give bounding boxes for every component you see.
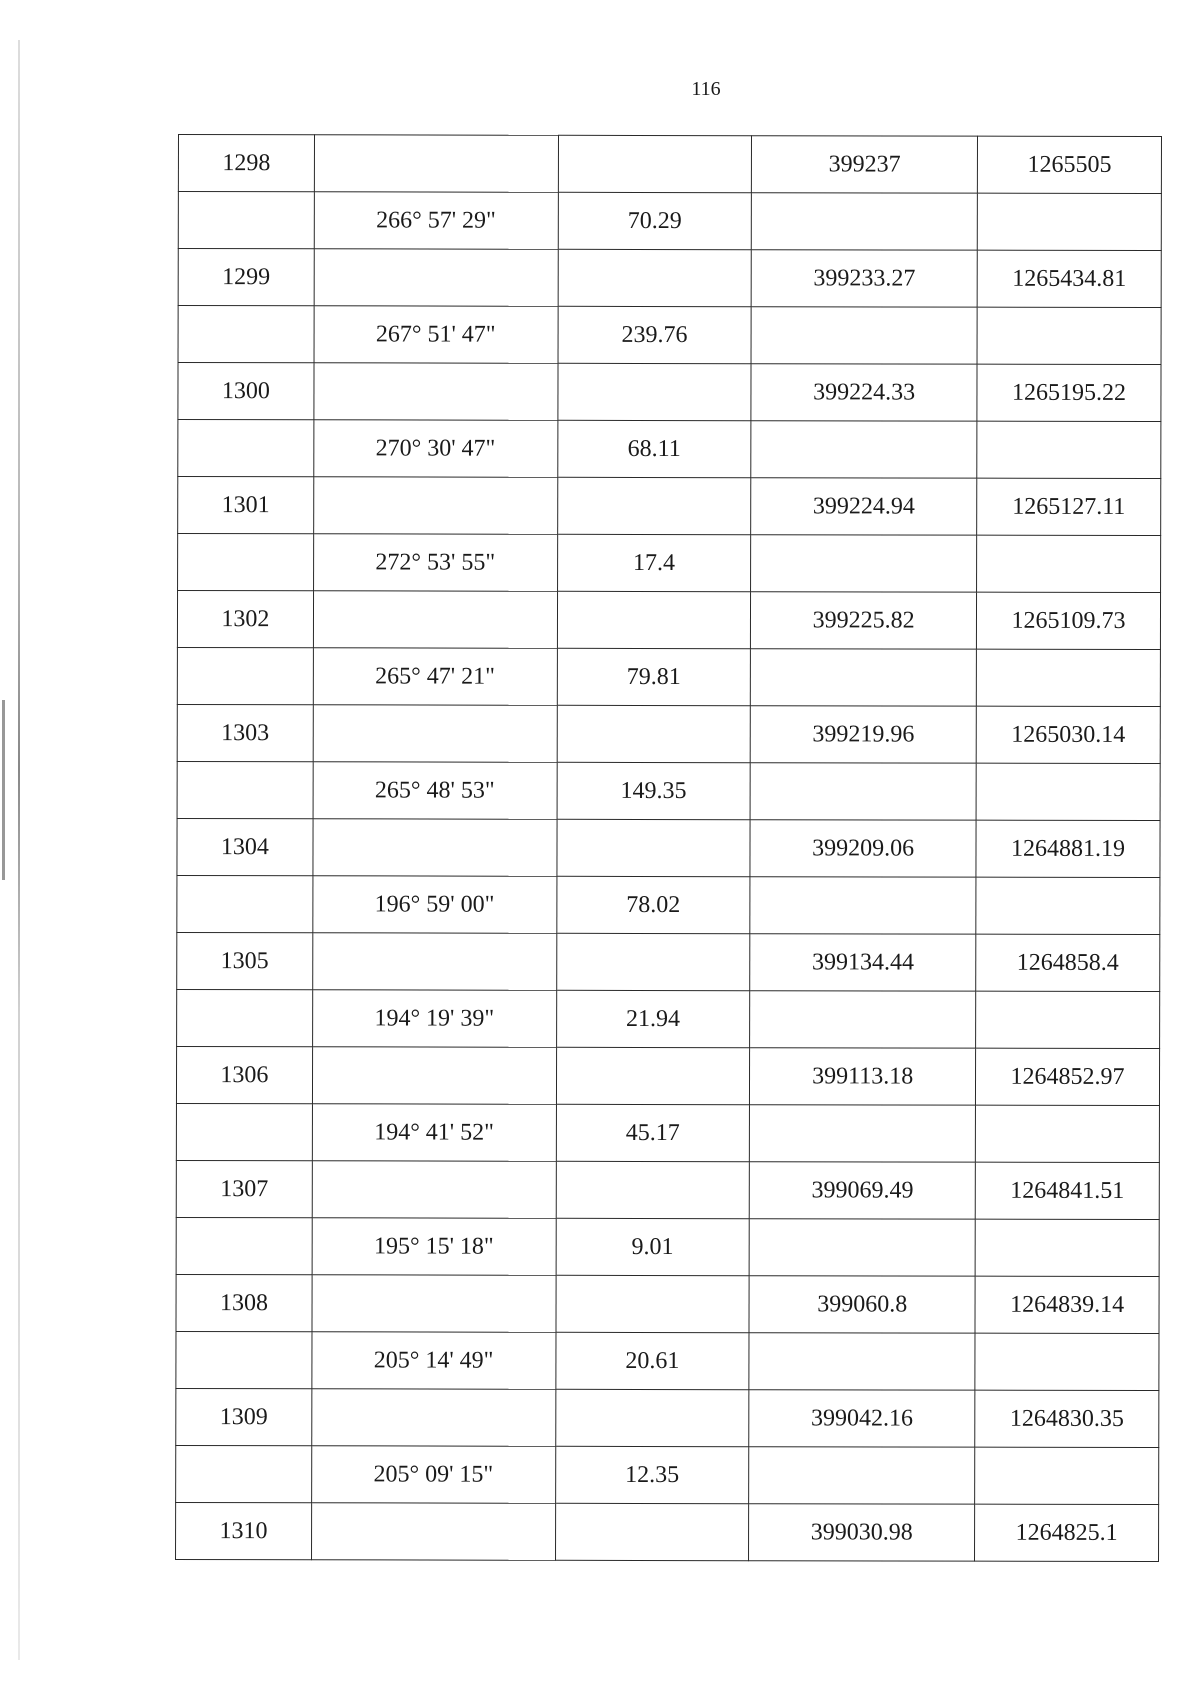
table-row xyxy=(178,534,1161,593)
distance-cell xyxy=(556,933,750,990)
point-cell xyxy=(178,192,314,249)
bearing-cell xyxy=(312,1389,556,1447)
distance-cell xyxy=(557,363,751,420)
distance-cell xyxy=(555,1389,749,1446)
x-coordinate-cell xyxy=(750,1105,976,1162)
table-row xyxy=(178,477,1161,536)
y-coordinate-cell: 1264881.19 xyxy=(976,820,1160,877)
x-coordinate-cell: 399134.44 xyxy=(750,934,976,991)
table-row xyxy=(176,1217,1159,1276)
table-row xyxy=(176,1445,1159,1504)
point-cell: 1302 xyxy=(177,591,313,648)
y-coordinate-cell: 1264825.1 xyxy=(975,1504,1159,1561)
bearing-cell xyxy=(312,1047,556,1105)
table-row xyxy=(177,761,1160,820)
x-coordinate-cell xyxy=(749,1447,975,1504)
distance-cell: 79.81 xyxy=(557,648,751,705)
table-row xyxy=(178,249,1161,308)
table-row xyxy=(177,704,1160,763)
y-coordinate-cell xyxy=(976,877,1160,934)
point-cell xyxy=(177,647,313,704)
distance-cell xyxy=(558,249,752,306)
bearing-cell: 266° 57' 29" xyxy=(314,192,558,250)
point-cell xyxy=(178,306,314,363)
distance-cell: 149.35 xyxy=(557,762,751,819)
table-row xyxy=(177,591,1160,650)
y-coordinate-cell: 1265030.14 xyxy=(976,706,1160,763)
distance-cell: 70.29 xyxy=(558,192,752,249)
point-cell xyxy=(177,989,313,1046)
y-coordinate-cell xyxy=(977,421,1161,478)
x-coordinate-cell: 399042.16 xyxy=(749,1390,975,1447)
bearing-cell xyxy=(314,249,558,307)
x-coordinate-cell xyxy=(749,1219,975,1276)
y-coordinate-cell: 1264858.4 xyxy=(976,934,1160,991)
y-coordinate-cell: 1265505 xyxy=(977,136,1161,193)
x-coordinate-cell: 399219.96 xyxy=(750,706,976,763)
table-row xyxy=(176,1331,1159,1390)
x-coordinate-cell xyxy=(751,535,977,592)
point-cell xyxy=(177,761,313,818)
y-coordinate-cell: 1265434.81 xyxy=(977,250,1161,307)
distance-cell: 78.02 xyxy=(556,876,750,933)
x-coordinate-cell: 399030.98 xyxy=(749,1504,975,1561)
point-cell xyxy=(176,1331,312,1388)
distance-cell xyxy=(556,1047,750,1104)
bearing-cell xyxy=(313,705,557,763)
x-coordinate-cell xyxy=(750,763,976,820)
distance-cell xyxy=(556,819,750,876)
bearing-cell xyxy=(313,591,557,649)
bearing-cell xyxy=(314,135,558,193)
table-row xyxy=(177,818,1160,877)
table-body xyxy=(176,135,1162,1562)
bearing-cell: 265° 47' 21" xyxy=(313,648,557,706)
table-row xyxy=(176,1502,1159,1561)
x-coordinate-cell: 399209.06 xyxy=(750,820,976,877)
point-cell xyxy=(176,1217,312,1274)
scan-edge-mark xyxy=(2,700,5,880)
table-row xyxy=(177,647,1160,706)
page-number: 116 xyxy=(691,78,721,100)
x-coordinate-cell xyxy=(752,193,978,250)
distance-cell: 21.94 xyxy=(556,990,750,1047)
bearing-cell: 196° 59' 00" xyxy=(313,876,557,934)
point-cell: 1304 xyxy=(177,818,313,875)
distance-cell: 17.4 xyxy=(557,534,751,591)
bearing-cell: 195° 15' 18" xyxy=(312,1218,556,1276)
point-cell xyxy=(178,534,314,591)
bearing-cell xyxy=(313,933,557,991)
x-coordinate-cell: 399224.33 xyxy=(751,364,977,421)
point-cell: 1306 xyxy=(176,1046,312,1103)
table-row xyxy=(177,875,1160,934)
point-cell xyxy=(176,1103,312,1160)
y-coordinate-cell: 1264841.51 xyxy=(975,1162,1159,1219)
table-row xyxy=(177,932,1160,991)
bearing-cell xyxy=(314,477,558,535)
point-cell: 1299 xyxy=(178,249,314,306)
distance-cell xyxy=(557,705,751,762)
point-cell: 1308 xyxy=(176,1274,312,1331)
bearing-cell: 205° 09' 15" xyxy=(311,1446,555,1504)
x-coordinate-cell: 399233.27 xyxy=(751,250,977,307)
table-row xyxy=(176,1103,1159,1162)
x-coordinate-cell: 399113.18 xyxy=(750,1048,976,1105)
distance-cell xyxy=(556,1161,750,1218)
bearing-cell: 270° 30' 47" xyxy=(314,420,558,478)
y-coordinate-cell xyxy=(977,307,1161,364)
table-row xyxy=(176,1388,1159,1447)
x-coordinate-cell xyxy=(750,877,976,934)
x-coordinate-cell: 399069.49 xyxy=(750,1162,976,1219)
y-coordinate-cell: 1264852.97 xyxy=(976,1048,1160,1105)
y-coordinate-cell xyxy=(976,649,1160,706)
y-coordinate-cell: 1265195.22 xyxy=(977,364,1161,421)
scan-edge-shadow xyxy=(18,40,20,1660)
point-cell: 1307 xyxy=(176,1160,312,1217)
y-coordinate-cell xyxy=(977,193,1161,250)
x-coordinate-cell xyxy=(751,307,977,364)
bearing-cell: 272° 53' 55" xyxy=(313,534,557,592)
distance-cell xyxy=(557,477,751,534)
y-coordinate-cell: 1264839.14 xyxy=(975,1276,1159,1333)
bearing-cell: 267° 51' 47" xyxy=(314,306,558,364)
table-row xyxy=(178,363,1161,422)
point-cell xyxy=(176,1445,312,1502)
x-coordinate-cell xyxy=(749,1333,975,1390)
bearing-cell xyxy=(312,1161,556,1219)
point-cell xyxy=(178,420,314,477)
coordinates-table xyxy=(175,134,1162,1562)
point-cell: 1301 xyxy=(178,477,314,534)
point-cell: 1298 xyxy=(178,135,314,192)
x-coordinate-cell: 399237 xyxy=(752,136,978,193)
distance-cell: 68.11 xyxy=(557,420,751,477)
table-row xyxy=(176,1160,1159,1219)
y-coordinate-cell xyxy=(975,1219,1159,1276)
distance-cell: 12.35 xyxy=(555,1446,749,1503)
point-cell: 1305 xyxy=(177,932,313,989)
bearing-cell: 265° 48' 53" xyxy=(313,762,557,820)
bearing-cell: 194° 41' 52" xyxy=(312,1104,556,1162)
y-coordinate-cell: 1264830.35 xyxy=(975,1390,1159,1447)
table-row xyxy=(178,420,1161,479)
distance-cell: 20.61 xyxy=(555,1332,749,1389)
y-coordinate-cell xyxy=(976,991,1160,1048)
point-cell: 1309 xyxy=(176,1388,312,1445)
bearing-cell xyxy=(314,363,558,421)
x-coordinate-cell xyxy=(751,649,977,706)
y-coordinate-cell: 1265127.11 xyxy=(977,478,1161,535)
y-coordinate-cell xyxy=(975,1333,1159,1390)
distance-cell xyxy=(555,1503,749,1560)
x-coordinate-cell: 399224.94 xyxy=(751,478,977,535)
y-coordinate-cell xyxy=(975,1447,1159,1504)
distance-cell xyxy=(556,1275,750,1332)
point-cell: 1303 xyxy=(177,704,313,761)
y-coordinate-cell xyxy=(977,535,1161,592)
table-row xyxy=(178,135,1161,194)
x-coordinate-cell: 399060.8 xyxy=(749,1276,975,1333)
distance-cell xyxy=(558,135,752,192)
point-cell: 1300 xyxy=(178,363,314,420)
bearing-cell xyxy=(311,1503,555,1561)
distance-cell: 9.01 xyxy=(556,1218,750,1275)
distance-cell: 239.76 xyxy=(558,306,752,363)
table-row xyxy=(176,1274,1159,1333)
bearing-cell: 194° 19' 39" xyxy=(312,990,556,1048)
x-coordinate-cell xyxy=(751,421,977,478)
bearing-cell xyxy=(312,1275,556,1333)
x-coordinate-cell: 399225.82 xyxy=(751,592,977,649)
bearing-cell xyxy=(313,819,557,877)
bearing-cell: 205° 14' 49" xyxy=(312,1332,556,1390)
y-coordinate-cell xyxy=(975,1105,1159,1162)
table-row xyxy=(178,192,1161,251)
point-cell xyxy=(177,875,313,932)
y-coordinate-cell xyxy=(976,763,1160,820)
y-coordinate-cell: 1265109.73 xyxy=(977,592,1161,649)
table-row xyxy=(176,1046,1159,1105)
distance-cell xyxy=(557,591,751,648)
x-coordinate-cell xyxy=(750,991,976,1048)
table-row xyxy=(178,306,1161,365)
table-row xyxy=(177,989,1160,1048)
point-cell: 1310 xyxy=(176,1502,312,1559)
distance-cell: 45.17 xyxy=(556,1104,750,1161)
